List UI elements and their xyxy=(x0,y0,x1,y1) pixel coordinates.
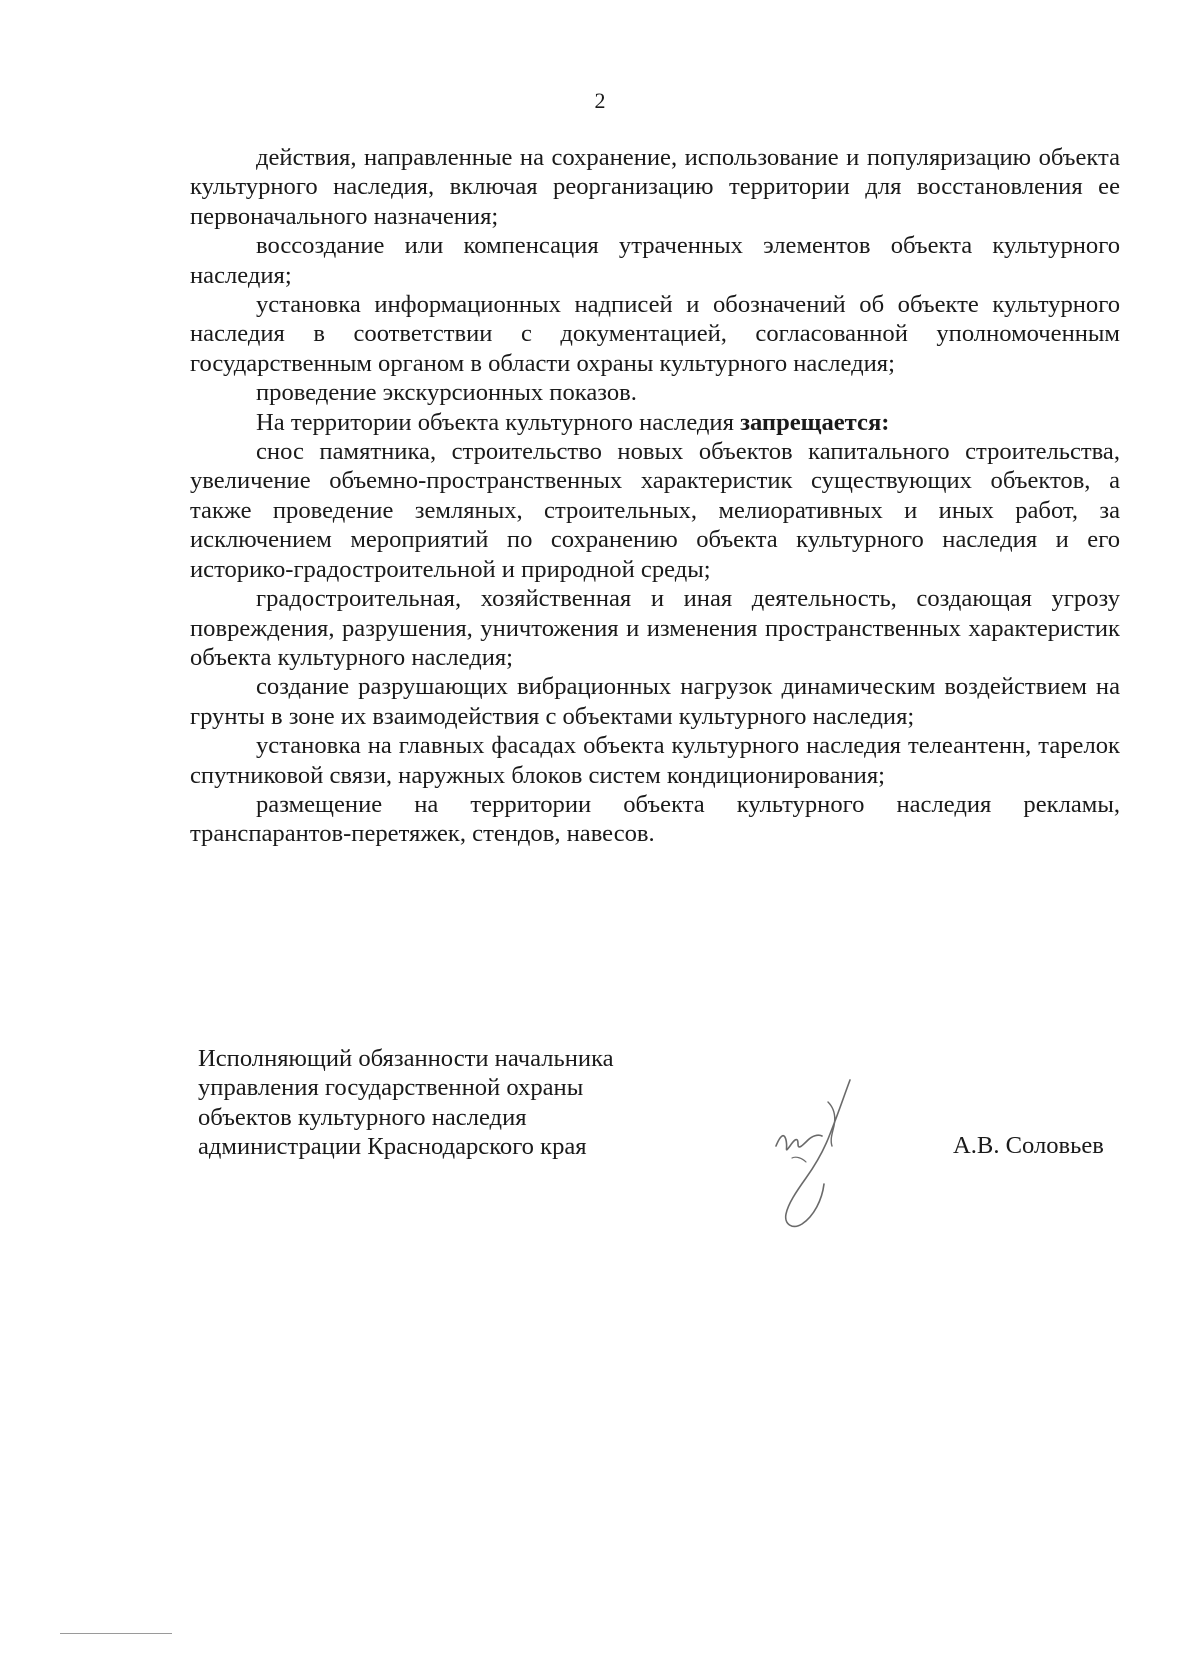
position-line: администрации Краснодарского края xyxy=(198,1133,587,1161)
paragraph: действия, направленные на сохранение, использование и популяризацию объекта культурного наследия, включая реорганизацию территории для восстановления ее первоначального назначения; xyxy=(190,144,1120,230)
position-line: управления государственной охраны xyxy=(198,1074,584,1102)
paragraph: градостроительная, хозяйственная и иная деятельность, создающая угрозу повреждения, разрушения, уничтожения и изменения пространственных характеристик объекта культурного наследия; xyxy=(190,585,1120,671)
paragraph: проведение экскурсионных показов. xyxy=(256,379,637,407)
page-number: 2 xyxy=(594,88,606,113)
signatory-position xyxy=(198,1044,698,1162)
position-line: объектов культурного наследия xyxy=(198,1103,527,1131)
prohibition-heading xyxy=(190,408,1120,437)
paragraph: воссоздание или компенсация утраченных элементов объекта культурного наследия; xyxy=(190,232,1120,289)
paragraph: создание разрушающих вибрационных нагрузок динамическим воздействием на грунты в зоне их взаимодействия с объектами культурного наследия; xyxy=(190,673,1120,730)
signer-name: А.В. Соловьев xyxy=(953,1132,1104,1159)
handwritten-signature xyxy=(772,1074,882,1234)
paragraph: снос памятника, строительство новых объектов капитального строительства, увеличение объемно-пространственных характеристик существующих объектов, а также проведение земляных, строительных, мелиоративных и иных работ, за исключением мероприятий по сохранению объекта культурного наследия и его историко-градостроительной и природной среды; xyxy=(190,438,1120,583)
footer-rule xyxy=(60,1633,172,1634)
paragraph: установка на главных фасадах объекта культурного наследия телеантенн, тарелок спутниковой связи, наружных блоков систем кондиционирования; xyxy=(190,732,1120,789)
paragraph: установка информационных надписей и обозначений об объекте культурного наследия в соответствии с документацией, согласованной уполномоченным государственным органом в области охраны культурного наследия; xyxy=(190,291,1120,377)
document-body xyxy=(190,143,1120,849)
prohibition-heading-text: На территории объекта культурного наследия xyxy=(256,408,741,436)
paragraph: размещение на территории объекта культурного наследия рекламы, транспарантов-перетяжек, стендов, навесов. xyxy=(190,790,1120,848)
position-line: Исполняющий обязанности начальника xyxy=(198,1045,614,1072)
prohibition-keyword: запрещается: xyxy=(740,408,890,436)
